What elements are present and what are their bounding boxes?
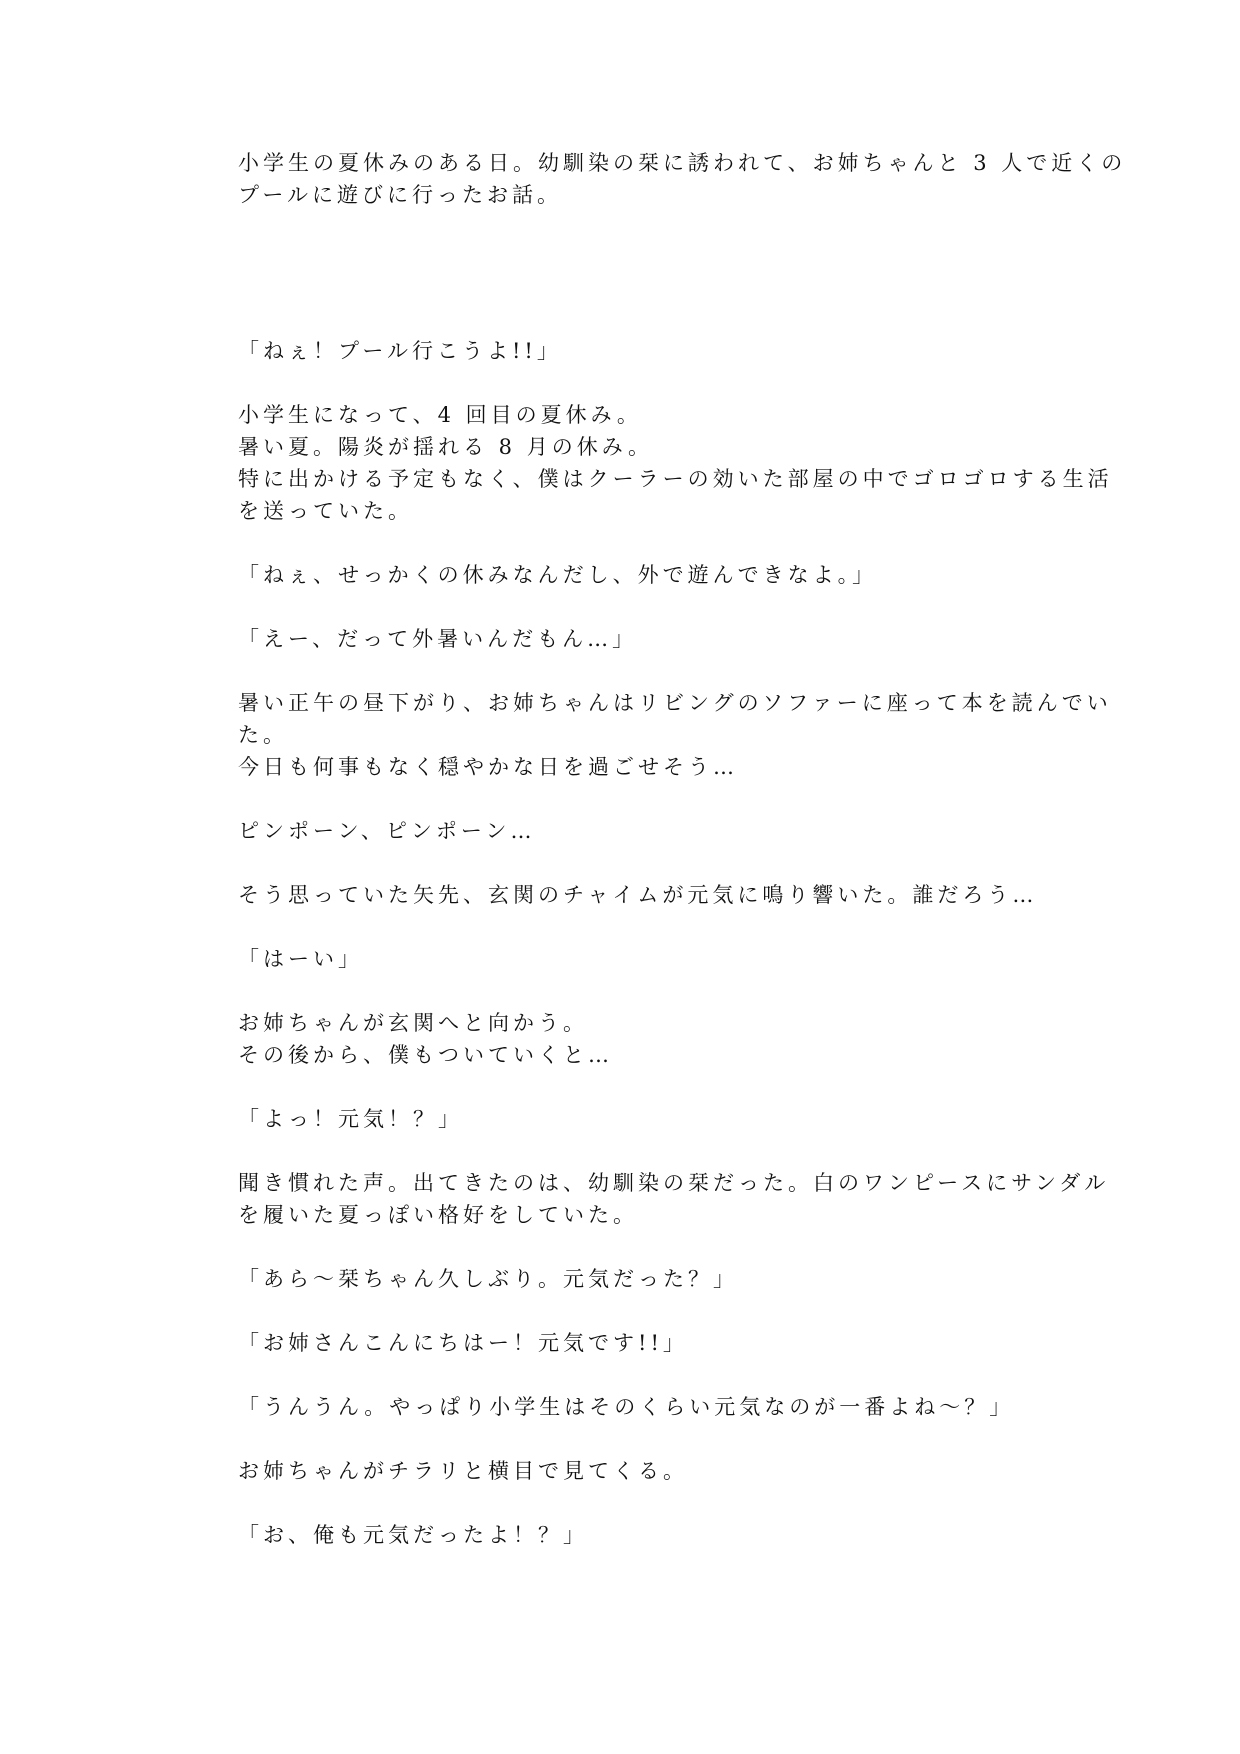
dialogue-paragraph [238, 1263, 1018, 1295]
intro-paragraph [238, 147, 1127, 211]
text-line: そう思っていた矢先、玄関のチャイムが元気に鳴り響いた。誰だろう… [238, 883, 1038, 907]
text-line: 小学生の夏休みのある日。幼馴染の栞に誘われて、お姉ちゃんと 3 人で近くの [238, 151, 1127, 175]
narration-paragraph [238, 687, 1112, 783]
text-line: 「お、俺も元気だったよ！？」 [238, 1523, 588, 1547]
text-line: 暑い正午の昼下がり、お姉ちゃんはリビングのソファーに座って本を読んでい [238, 691, 1112, 715]
text-line: 暑い夏。陽炎が揺れる 8 月の休み。 [238, 435, 653, 459]
dialogue-paragraph [238, 1391, 1018, 1423]
dialogue-paragraph [238, 1327, 1018, 1359]
text-line: 「えー、だって外暑いんだもん…」 [238, 627, 638, 651]
dialogue-paragraph [238, 943, 1018, 975]
text-line: を履いた夏っぽい格好をしていた。 [238, 1203, 638, 1227]
narration-paragraph [238, 1455, 1018, 1487]
text-line: 特に出かける予定もなく、僕はクーラーの効いた部屋の中でゴロゴロする生活 [238, 467, 1113, 491]
text-line: 聞き慣れた声。出てきたのは、幼馴染の栞だった。白のワンピースにサンダル [238, 1171, 1110, 1195]
narration-paragraph [238, 399, 1113, 527]
dialogue-paragraph [238, 559, 1018, 591]
narration-paragraph [238, 1007, 1018, 1071]
text-line: 「ねぇ！プール行こうよ!!」 [238, 339, 562, 363]
dialogue-paragraph [238, 1519, 1018, 1551]
text-line: 「うんうん。やっぱり小学生はそのくらい元気なのが一番よね～？」 [238, 1395, 1015, 1419]
text-line: 「よっ！元気！？」 [238, 1107, 463, 1131]
text-line: お姉ちゃんが玄関へと向かう。 [238, 1011, 588, 1035]
sound-effect-paragraph [238, 815, 1018, 847]
text-line: 「お姉さんこんにちはー！元気です!!」 [238, 1331, 688, 1355]
dialogue-paragraph [238, 335, 1018, 367]
text-line: お姉ちゃんがチラリと横目で見てくる。 [238, 1459, 688, 1483]
text-line: 「ねぇ、せっかくの休みなんだし、外で遊んできなよ。」 [238, 563, 878, 587]
text-line: ピンポーン、ピンポーン… [238, 819, 536, 843]
narration-paragraph [238, 1167, 1110, 1231]
text-line: た。 [238, 723, 288, 747]
text-line: プールに遊びに行ったお話。 [238, 183, 562, 207]
section-spacer [238, 211, 1018, 335]
dialogue-paragraph [238, 623, 1018, 655]
text-line: 「あら～栞ちゃん久しぶり。元気だった？」 [238, 1267, 738, 1291]
text-line: 「はーい」 [238, 947, 363, 971]
narration-paragraph [238, 879, 1038, 911]
text-line: その後から、僕もついていくと… [238, 1043, 613, 1067]
document-body [238, 147, 1127, 1551]
text-line: 今日も何事もなく穏やかな日を過ごせそう… [238, 755, 738, 779]
text-line: 小学生になって、4 回目の夏休み。 [238, 403, 642, 427]
dialogue-paragraph [238, 1103, 1018, 1135]
text-line: を送っていた。 [238, 499, 413, 523]
